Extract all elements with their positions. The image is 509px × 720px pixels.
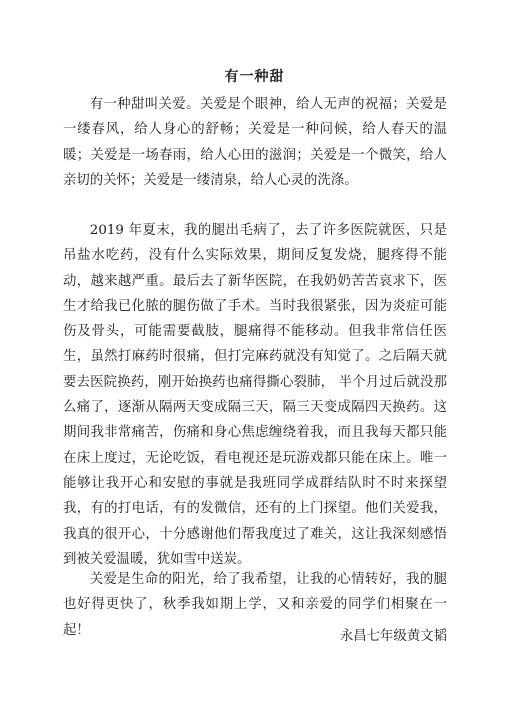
paragraph-story: 2019 年夏末，我的腿出毛病了，去了许多医院就医，只是吊盐水吃药，没有什么实际效果，期间反复发烧，腿疼得不能动，越来越严重。最后去了新华医院，在我奶奶苦苦哀求下，医生才给我已化脓的腿伤做了手术。当时我很紧张，因为炎症可能伤及骨头，可能需要截肢，腿痛得不能移动。但我非常信任医生，虽然打麻药时很痛，但打完麻药就没有知觉了。之后隔天就要去医院换药，刚开始换药也痛得撕心裂肺， 半个月过后就没那么痛了，逐渐从隔两天变成隔三天，隔三天变成隔四天换药。这期间我非常痛苦，伤痛和身心焦虑缠绕着我，而且我每天都只能在床上度过，无论吃饭，看电视还是玩游戏都只能在床上。唯一能够让我开心和安慰的事就是我班同学成群结队时不时来探望我，有的打电话，有的发微信，还有的上门探望。他们关爱我，我真的很开心，十分感谢他们帮我度过了难关，这让我深刻感悟到被关爱温暖，犹如雪中送炭。 xyxy=(63,223,447,567)
author-signature: 永昌七年级黄文韬 xyxy=(339,629,447,644)
paragraph-conclusion: 关爱是生命的阳光，给了我希望，让我的心情转好，我的腿也好得更快了，秋季我如期上学，又和亲爱的同学们相聚在一起！ xyxy=(63,572,447,638)
paragraph-intro: 有一种甜叫关爱。关爱是个眼神，给人无声的祝福；关爱是一缕春风，给人身心的舒畅；关爱是一种问候，给人春天的温暖；关爱是一场春雨，给人心田的滋润；关爱是一个微笑，给人亲切的关怀；关爱是一缕清泉，给人心灵的洗涤。 xyxy=(63,97,447,188)
document-title: 有一种甜 xyxy=(224,69,285,85)
